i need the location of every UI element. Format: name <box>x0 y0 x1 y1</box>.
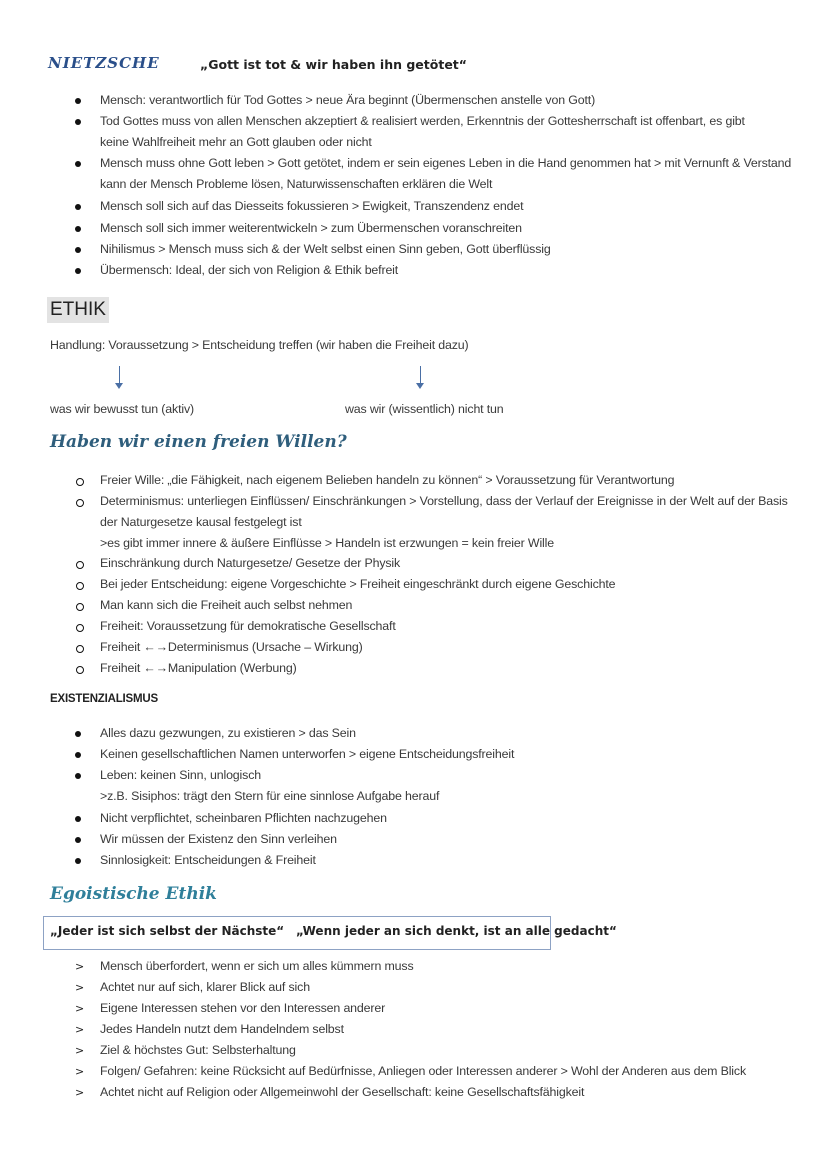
chevron-right-icon: > <box>75 981 85 994</box>
bullet-icon <box>75 731 81 737</box>
bullet-icon <box>75 161 81 167</box>
arrow-head-icon <box>416 383 424 389</box>
bullet-icon <box>75 119 81 125</box>
arrow-head-icon <box>115 383 123 389</box>
bullet-icon <box>75 204 81 210</box>
list-item-continuation: kann der Mensch Probleme lösen, Naturwissenschaften erklären die Welt <box>100 177 493 191</box>
bullet-icon <box>76 478 84 486</box>
list-item: Achtet nur auf sich, klarer Blick auf sich <box>100 980 310 994</box>
egoistische-ethik-heading: Egoistische Ethik <box>50 884 217 904</box>
list-item: Mensch soll sich immer weiterentwickeln > zum Übermenschen voranschreiten <box>100 221 522 235</box>
list-item: Achtet nicht auf Religion oder Allgemeinwohl der Gesellschaft: keine Gesellschaftsfähigkeit <box>100 1085 585 1099</box>
list-item: Freiheit ←→Determinismus (Ursache – Wirkung) <box>100 640 363 654</box>
chevron-right-icon: > <box>75 960 85 973</box>
list-item: Leben: keinen Sinn, unlogisch <box>100 768 261 782</box>
list-item: Nicht verpflichtet, scheinbaren Pflichten nachzugehen <box>100 811 387 825</box>
list-item: Folgen/ Gefahren: keine Rücksicht auf Bedürfnisse, Anliegen oder Interessen anderer > Wohl der Anderen aus dem Blick <box>100 1064 747 1078</box>
bullet-icon <box>76 624 84 632</box>
bullet-icon <box>76 645 84 653</box>
list-item-continuation: >z.B. Sisiphos: trägt den Stern für eine sinnlose Aufgabe herauf <box>100 789 440 803</box>
list-item-continuation: der Naturgesetze kausal festgelegt ist <box>100 515 302 529</box>
bullet-icon <box>75 752 81 758</box>
down-arrow-icon <box>420 366 421 384</box>
freier-wille-heading: Haben wir einen freien Willen? <box>50 432 347 452</box>
chevron-right-icon: > <box>75 1002 85 1015</box>
list-item-continuation: >es gibt immer innere & äußere Einflüsse > Handeln ist erzwungen = kein freier Wille <box>100 536 554 550</box>
list-item: Mensch: verantwortlich für Tod Gottes > neue Ära beginnt (Übermenschen anstelle von Gott) <box>100 93 596 107</box>
ethik-heading: ETHIK <box>47 297 109 323</box>
bullet-icon <box>75 773 81 779</box>
bullet-icon <box>76 561 84 569</box>
bullet-icon <box>75 247 81 253</box>
list-item: Freiheit ←→Manipulation (Werbung) <box>100 661 297 675</box>
handlung-text: Handlung: Voraussetzung > Entscheidung treffen (wir haben die Freiheit dazu) <box>50 338 469 352</box>
list-item: Sinnlosigkeit: Entscheidungen & Freiheit <box>100 853 316 867</box>
nietzsche-heading: NIETZSCHE <box>48 54 160 72</box>
list-item: Mensch muss ohne Gott leben > Gott getötet, indem er sein eigenes Leben in die Hand genommen hat > mit Vernunft & Verstand <box>100 156 792 170</box>
list-item: Mensch soll sich auf das Diesseits fokussieren > Ewigkeit, Transzendenz endet <box>100 199 524 213</box>
bullet-icon <box>75 226 81 232</box>
list-item: Ziel & höchstes Gut: Selbsterhaltung <box>100 1043 296 1057</box>
left-branch-text: was wir bewusst tun (aktiv) <box>50 402 194 416</box>
bullet-icon <box>76 499 84 507</box>
bullet-icon <box>76 666 84 674</box>
down-arrow-icon <box>119 366 120 384</box>
list-item: Wir müssen der Existenz den Sinn verleihen <box>100 832 337 846</box>
list-item: Tod Gottes muss von allen Menschen akzeptiert & realisiert werden, Erkenntnis der Gottesherrschaft ist offenbart, es gibt <box>100 114 745 128</box>
bullet-icon <box>76 582 84 590</box>
list-item: Determinismus: unterliegen Einflüssen/ Einschränkungen > Vorstellung, dass der Verlauf der Ereignisse in der Welt auf der Basis <box>100 494 788 508</box>
quote-right: „Wenn jeder an sich denkt, ist an alle gedacht“ <box>296 924 617 938</box>
list-item: Jedes Handeln nutzt dem Handelndem selbst <box>100 1022 344 1036</box>
list-item: Mensch überfordert, wenn er sich um alles kümmern muss <box>100 959 414 973</box>
list-item: Eigene Interessen stehen vor den Interessen anderer <box>100 1001 386 1015</box>
chevron-right-icon: > <box>75 1086 85 1099</box>
bullet-icon <box>75 837 81 843</box>
nietzsche-quote: „Gott ist tot & wir haben ihn getötet“ <box>200 57 467 72</box>
existenzialismus-heading: EXISTENZIALISMUS <box>50 693 158 705</box>
list-item: Bei jeder Entscheidung: eigene Vorgeschichte > Freiheit eingeschränkt durch eigene Geschichte <box>100 577 616 591</box>
list-item: Freier Wille: „die Fähigkeit, nach eigenem Belieben handeln zu können“ > Voraussetzung für Verantwortung <box>100 473 675 487</box>
list-item: Nihilismus > Mensch muss sich & der Welt selbst einen Sinn geben, Gott überflüssig <box>100 242 551 256</box>
list-item-continuation: keine Wahlfreiheit mehr an Gott glauben oder nicht <box>100 135 372 149</box>
bullet-icon <box>75 816 81 822</box>
list-item: Alles dazu gezwungen, zu existieren > das Sein <box>100 726 356 740</box>
list-item: Keinen gesellschaftlichen Namen unterworfen > eigene Entscheidungsfreiheit <box>100 747 515 761</box>
chevron-right-icon: > <box>75 1065 85 1078</box>
chevron-right-icon: > <box>75 1044 85 1057</box>
bullet-icon <box>76 603 84 611</box>
bullet-icon <box>75 858 81 864</box>
list-item: Man kann sich die Freiheit auch selbst nehmen <box>100 598 353 612</box>
quote-left: „Jeder ist sich selbst der Nächste“ <box>50 924 285 938</box>
chevron-right-icon: > <box>75 1023 85 1036</box>
bullet-icon <box>75 268 81 274</box>
bullet-icon <box>75 98 81 104</box>
list-item: Einschränkung durch Naturgesetze/ Gesetze der Physik <box>100 556 401 570</box>
list-item: Übermensch: Ideal, der sich von Religion & Ethik befreit <box>100 263 399 277</box>
list-item: Freiheit: Voraussetzung für demokratische Gesellschaft <box>100 619 396 633</box>
right-branch-text: was wir (wissentlich) nicht tun <box>345 402 504 416</box>
